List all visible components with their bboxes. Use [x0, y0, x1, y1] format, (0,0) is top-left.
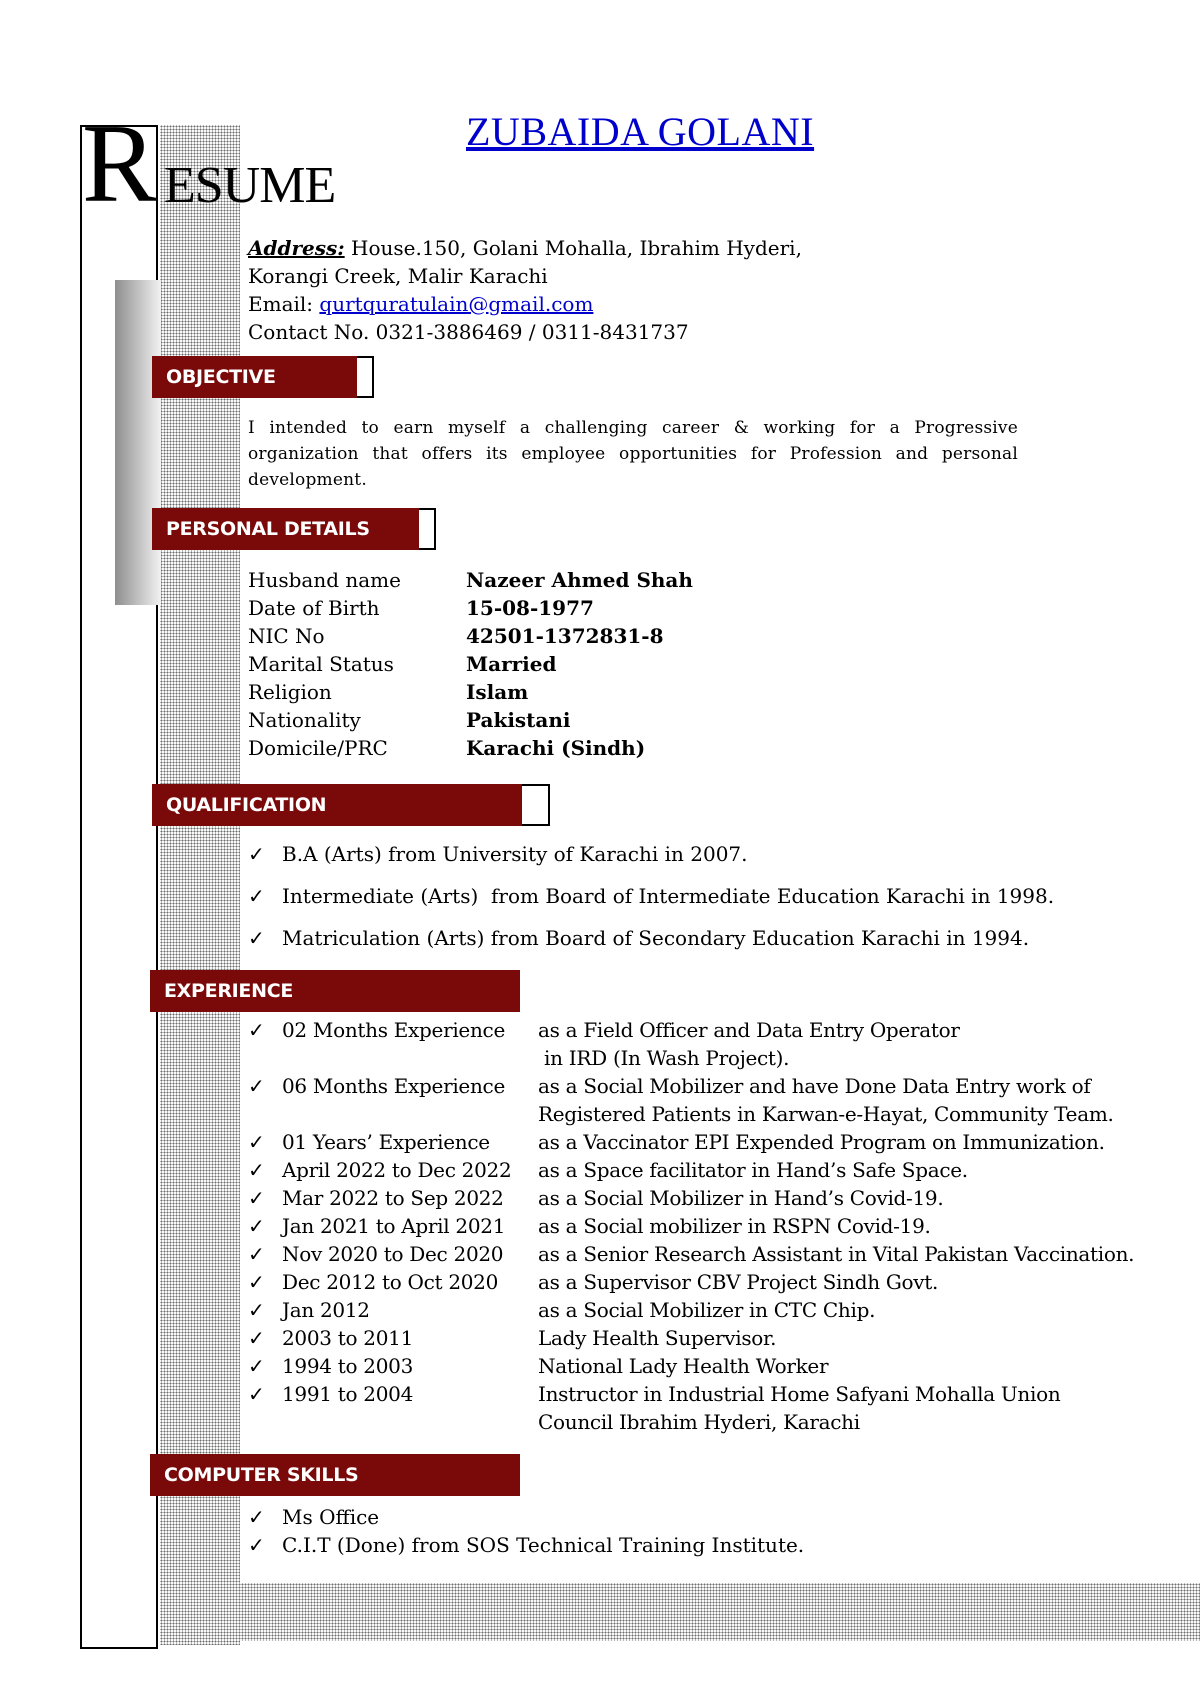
resume-initial: R	[82, 102, 157, 226]
detail-label: Domicile/PRC	[248, 736, 388, 760]
detail-value: Pakistani	[466, 708, 571, 732]
experience-desc: in IRD (In Wash Project).	[538, 1046, 790, 1070]
experience-item	[248, 1128, 1148, 1156]
contact-block	[248, 234, 1148, 346]
experience-item	[248, 1268, 1148, 1296]
experience-list	[248, 1016, 1168, 1446]
check-icon: ✓	[248, 1382, 265, 1406]
objective-title: OBJECTIVE	[152, 356, 357, 398]
personal-details-title: PERSONAL DETAILS	[152, 508, 419, 550]
experience-period: 1994 to 2003	[282, 1354, 413, 1378]
email-label: Email:	[248, 292, 314, 316]
check-icon: ✓	[248, 884, 265, 908]
experience-title: EXPERIENCE	[150, 970, 520, 1012]
experience-desc: as a Supervisor CBV Project Sindh Govt.	[538, 1270, 939, 1294]
experience-item	[248, 1240, 1148, 1268]
check-icon: ✓	[248, 1298, 265, 1322]
qualification-text: Intermediate (Arts) from Board of Intermediate Education Karachi in 1998.	[282, 884, 1055, 908]
detail-row	[248, 678, 1148, 706]
experience-period: 1991 to 2004	[282, 1382, 413, 1406]
skill-text: C.I.T (Done) from SOS Technical Training Institute.	[282, 1533, 805, 1557]
computer-skills-title: COMPUTER SKILLS	[150, 1454, 520, 1496]
detail-value: Islam	[466, 680, 529, 704]
detail-label: NIC No	[248, 624, 325, 648]
detail-label: Nationality	[248, 708, 361, 732]
experience-desc: Registered Patients in Karwan-e-Hayat, Community Team.	[538, 1102, 1114, 1126]
check-icon: ✓	[248, 1214, 265, 1238]
check-icon: ✓	[248, 1354, 265, 1378]
experience-desc: as a Vaccinator EPI Expended Program on Immunization.	[538, 1130, 1105, 1154]
experience-period: Jan 2012	[282, 1298, 370, 1322]
qualification-list	[248, 840, 1148, 960]
experience-desc: as a Social mobilizer in RSPN Covid-19.	[538, 1214, 931, 1238]
experience-period: Jan 2021 to April 2021	[282, 1214, 506, 1238]
dotted-footer-band	[160, 1583, 1200, 1641]
personal-details-header	[152, 508, 436, 550]
experience-desc: as a Field Officer and Data Entry Operator	[538, 1018, 960, 1042]
experience-period: Mar 2022 to Sep 2022	[282, 1186, 504, 1210]
experience-item	[248, 1296, 1148, 1324]
address-text: House.150, Golani Mohalla, Ibrahim Hyderi,	[351, 236, 802, 260]
qualification-item	[248, 924, 1148, 952]
personal-details-list	[248, 566, 1148, 766]
address-label: Address:	[248, 236, 345, 260]
detail-row	[248, 566, 1148, 594]
experience-desc: Council Ibrahim Hyderi, Karachi	[538, 1410, 860, 1434]
address-line-1	[248, 234, 1148, 262]
detail-value: Married	[466, 652, 557, 676]
experience-item	[248, 1212, 1148, 1240]
check-icon: ✓	[248, 1326, 265, 1350]
skill-item	[248, 1531, 1148, 1559]
detail-label: Marital Status	[248, 652, 394, 676]
qualification-item	[248, 882, 1148, 910]
detail-value: Nazeer Ahmed Shah	[466, 568, 693, 592]
check-icon: ✓	[248, 1505, 265, 1529]
experience-item	[248, 1352, 1148, 1380]
experience-item	[248, 1016, 1148, 1044]
contact-number: Contact No. 0321-3886469 / 0311-8431737	[248, 320, 689, 344]
experience-desc: National Lady Health Worker	[538, 1354, 829, 1378]
experience-period: 01 Years’ Experience	[282, 1130, 490, 1154]
experience-desc: as a Social Mobilizer in Hand’s Covid-19.	[538, 1186, 944, 1210]
check-icon: ✓	[248, 1018, 265, 1042]
candidate-name: ZUBAIDA GOLANI	[466, 109, 815, 154]
experience-item	[248, 1156, 1148, 1184]
resume-word: ESUME	[164, 157, 336, 214]
experience-desc: Lady Health Supervisor.	[538, 1326, 777, 1350]
check-icon: ✓	[248, 1242, 265, 1266]
experience-header	[150, 970, 520, 1012]
qualification-header	[152, 784, 550, 826]
experience-item-cont	[248, 1044, 1148, 1072]
detail-row	[248, 622, 1148, 650]
dotted-column	[160, 125, 240, 1645]
detail-value: 15-08-1977	[466, 596, 594, 620]
experience-period: April 2022 to Dec 2022	[282, 1158, 512, 1182]
experience-period: Dec 2012 to Oct 2020	[282, 1270, 499, 1294]
address-line-2: Korangi Creek, Malir Karachi	[248, 264, 548, 288]
check-icon: ✓	[248, 1074, 265, 1098]
experience-item-cont	[248, 1408, 1148, 1436]
check-icon: ✓	[248, 1158, 265, 1182]
detail-row	[248, 734, 1148, 762]
computer-skills-list	[248, 1503, 1148, 1563]
experience-desc: Instructor in Industrial Home Safyani Mohalla Union	[538, 1382, 1061, 1406]
experience-desc: as a Social Mobilizer in CTC Chip.	[538, 1298, 876, 1322]
check-icon: ✓	[248, 1270, 265, 1294]
detail-row	[248, 594, 1148, 622]
email-link[interactable]: qurtquratulain@gmail.com	[319, 292, 594, 316]
detail-label: Husband name	[248, 568, 401, 592]
experience-item	[248, 1380, 1148, 1408]
experience-period: 06 Months Experience	[282, 1074, 505, 1098]
objective-text: I intended to earn myself a challenging career & working for a Progressive organization that offers its employee opportunities for Profession and personal development.	[248, 418, 1018, 490]
experience-desc: as a Senior Research Assistant in Vital Pakistan Vaccination.	[538, 1242, 1135, 1266]
detail-value: 42501-1372831-8	[466, 624, 664, 648]
detail-label: Religion	[248, 680, 332, 704]
skill-item	[248, 1503, 1148, 1531]
experience-period: 02 Months Experience	[282, 1018, 505, 1042]
experience-period: 2003 to 2011	[282, 1326, 413, 1350]
experience-item-cont	[248, 1100, 1148, 1128]
qualification-item	[248, 840, 1148, 868]
experience-desc: as a Social Mobilizer and have Done Data Entry work of	[538, 1074, 1091, 1098]
detail-label: Date of Birth	[248, 596, 380, 620]
check-icon: ✓	[248, 1186, 265, 1210]
detail-row	[248, 650, 1148, 678]
check-icon: ✓	[248, 926, 265, 950]
detail-row	[248, 706, 1148, 734]
experience-desc: as a Space facilitator in Hand’s Safe Space.	[538, 1158, 968, 1182]
qualification-title: QUALIFICATION	[152, 784, 522, 826]
qualification-text: B.A (Arts) from University of Karachi in 2007.	[282, 842, 748, 866]
experience-item	[248, 1184, 1148, 1212]
experience-item	[248, 1324, 1148, 1352]
experience-period: Nov 2020 to Dec 2020	[282, 1242, 504, 1266]
check-icon: ✓	[248, 1533, 265, 1557]
computer-skills-header	[150, 1454, 520, 1496]
check-icon: ✓	[248, 1130, 265, 1154]
gradient-block	[115, 280, 161, 605]
detail-value: Karachi (Sindh)	[466, 736, 646, 760]
objective-header	[152, 356, 374, 398]
qualification-text: Matriculation (Arts) from Board of Secondary Education Karachi in 1994.	[282, 926, 1030, 950]
skill-text: Ms Office	[282, 1505, 380, 1529]
experience-item	[248, 1072, 1148, 1100]
check-icon: ✓	[248, 842, 265, 866]
email-line	[248, 290, 1148, 318]
